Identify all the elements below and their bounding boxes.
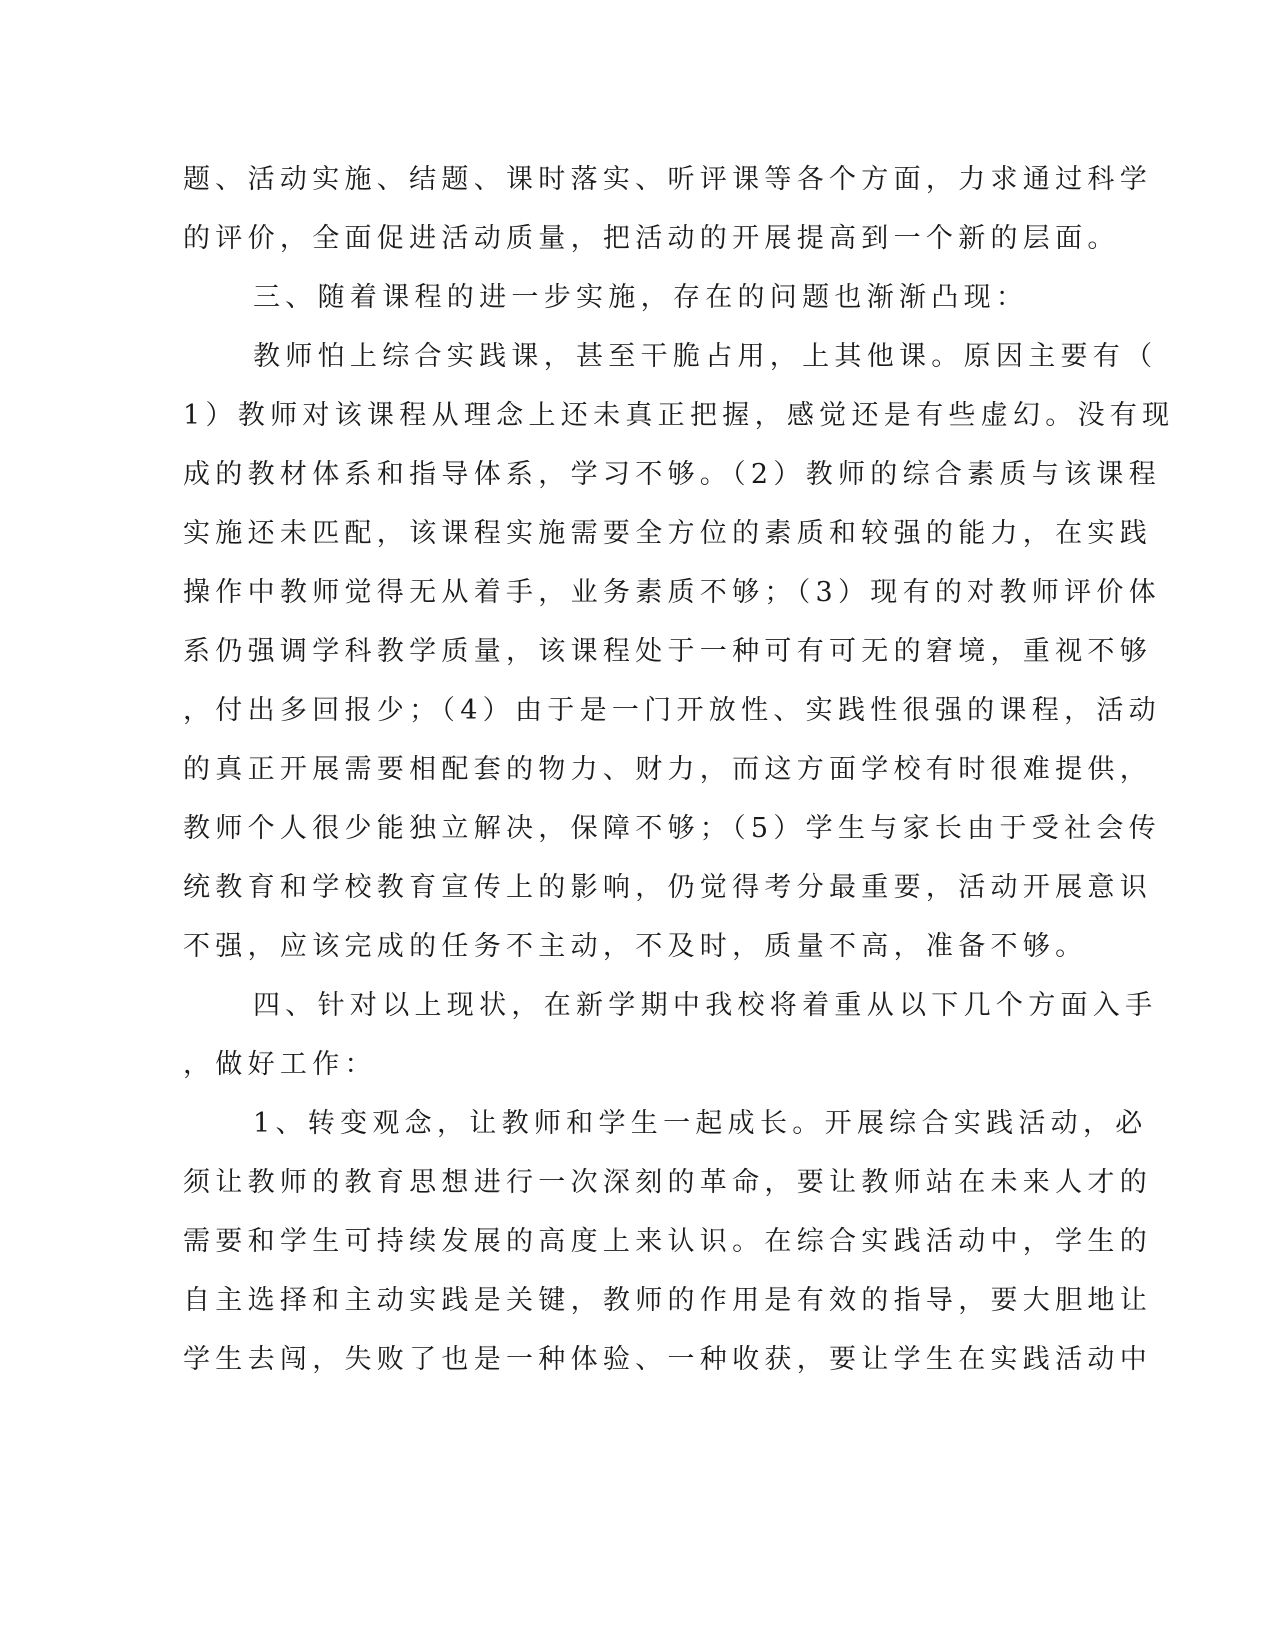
text-line: 教师个人很少能独立解决，保障不够；（5）学生与家长由于受社会传 (183, 813, 1161, 844)
text-line: 统教育和学校教育宣传上的影响，仍觉得考分最重要，活动开展意识 (183, 872, 1152, 903)
text-line: 自主选择和主动实践是关键，教师的作用是有效的指导，要大胆地让 (183, 1285, 1152, 1316)
text-line: 教师怕上综合实践课，甚至干脆占用，上其他课。原因主要有（ (253, 341, 1158, 372)
text-line: 学生去闯，失败了也是一种体验、一种收获，要让学生在实践活动中 (183, 1344, 1152, 1375)
text-line: 需要和学生可持续发展的高度上来认识。在综合实践活动中，学生的 (183, 1226, 1152, 1257)
text-line: 1）教师对该课程从理念上还未真正把握，感觉还是有些虚幻。没有现 (183, 400, 1175, 431)
section-heading: 三、随着课程的进一步实施，存在的问题也渐渐凸现： (253, 282, 1029, 313)
text-line: 实施还未匹配，该课程实施需要全方位的素质和较强的能力，在实践 (183, 518, 1152, 549)
section-heading: 四、针对以上现状，在新学期中我校将着重从以下几个方面入手 (253, 990, 1158, 1021)
text-line: 成的教材体系和指导体系，学习不够。（2）教师的综合素质与该课程 (183, 459, 1161, 490)
text-line: 的真正开展需要相配套的物力、财力，而这方面学校有时很难提供， (183, 754, 1152, 785)
text-line: 1、转变观念，让教师和学生一起成长。开展综合实践活动，必 (253, 1108, 1148, 1139)
text-line: ，做好工作： (183, 1049, 377, 1080)
text-line: 操作中教师觉得无从着手，业务素质不够；（3）现有的对教师评价体 (183, 577, 1161, 608)
text-line: 题、活动实施、结题、课时落实、听评课等各个方面，力求通过科学 (183, 164, 1152, 195)
text-line: 不强，应该完成的任务不主动，不及时，质量不高，准备不够。 (183, 931, 1088, 962)
text-line: 须让教师的教育思想进行一次深刻的革命，要让教师站在未来人才的 (183, 1167, 1152, 1198)
text-line: ，付出多回报少；（4）由于是一门开放性、实践性很强的课程，活动 (183, 695, 1161, 726)
text-line: 的评价，全面促进活动质量，把活动的开展提高到一个新的层面。 (183, 223, 1120, 254)
text-line: 系仍强调学科教学质量，该课程处于一种可有可无的窘境，重视不够 (183, 636, 1152, 667)
